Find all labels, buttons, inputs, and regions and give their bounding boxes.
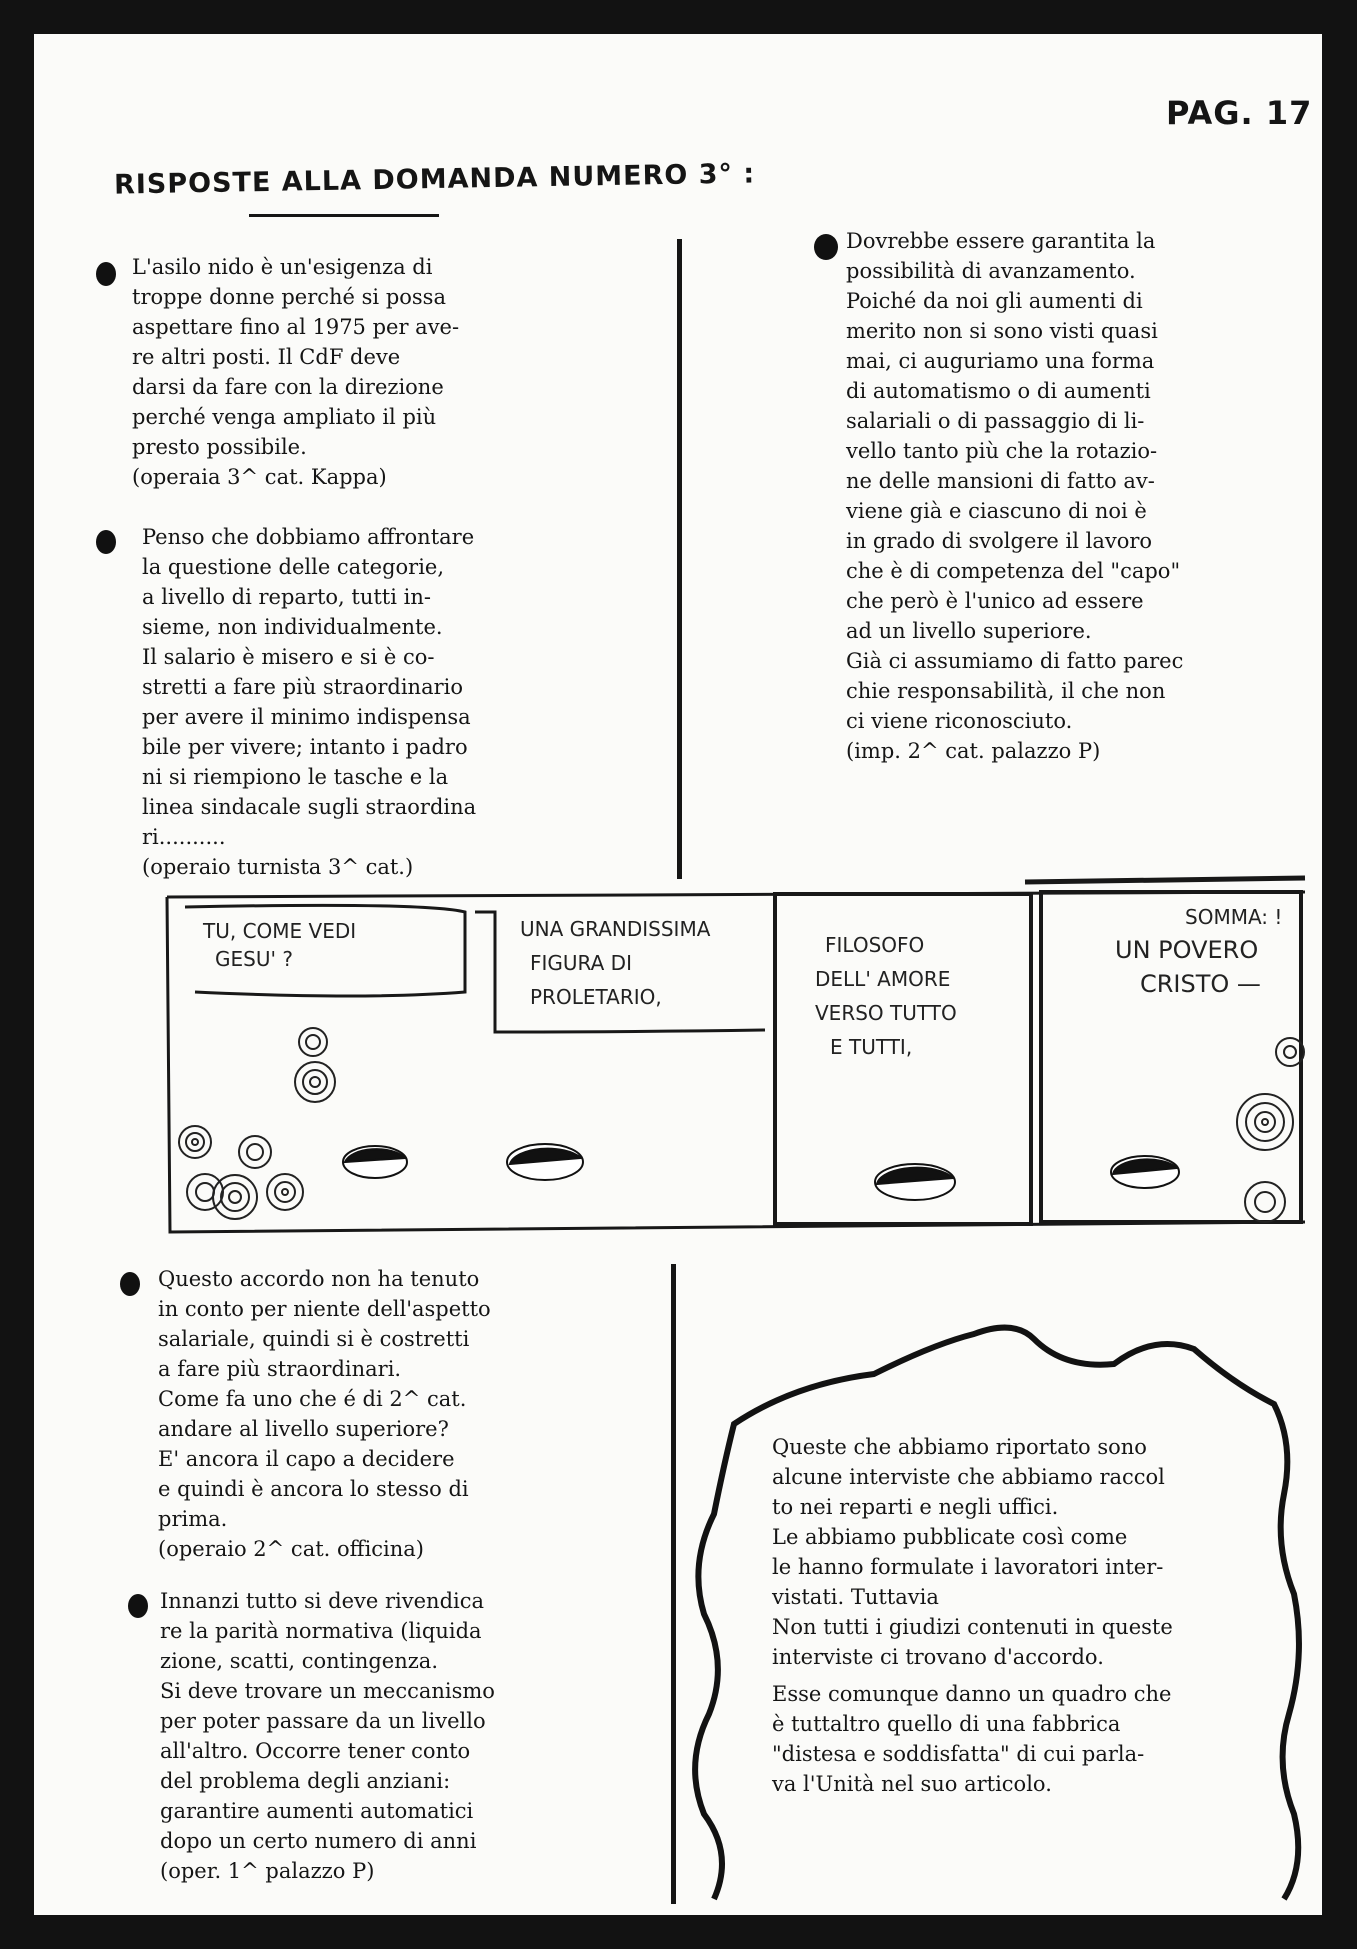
answer-5: Innanzi tutto si deve rivendica re la parità normativa (liquida zione, scatti, contingenza. Si deve trovare un meccanismo per poter passare da un livello all'altro. Occorre tener conto del problema degli anziani: garantire aumenti automatici dopo un certo numero di anni (oper. 1^ palazzo P) bbox=[160, 1589, 495, 1883]
comic-text: UN POVERO bbox=[1115, 936, 1259, 964]
comic-strip bbox=[165, 852, 1315, 1250]
page-number: PAG. 17 bbox=[1166, 94, 1313, 132]
comic-text: VERSO TUTTO bbox=[815, 1001, 957, 1025]
comic-text: FIGURA DI bbox=[530, 951, 632, 975]
comic-text: CRISTO — bbox=[1140, 970, 1261, 998]
comic-text: FILOSOFO bbox=[825, 933, 925, 957]
comic-text: UNA GRANDISSIMA bbox=[520, 917, 711, 941]
comic-text: DELL' AMORE bbox=[815, 967, 951, 991]
comic-text: SOMMA: ! bbox=[1185, 905, 1283, 929]
answer-2: Penso che dobbiamo affrontare la questione delle categorie, a livello di reparto, tutti in- sieme, non individualmente. Il salario è misero e si è co- stretti a fare più straordinario per avere il minimo indispensa bile per vivere; intanto i padro ni si riempiono le tasche e la linea sindacale sugli straordina ri.......... (operaio turnista 3^ cat.) bbox=[142, 525, 477, 879]
bullet-icon bbox=[96, 262, 116, 286]
comic-text: TU, COME VEDI bbox=[203, 919, 357, 943]
bullet-icon bbox=[96, 530, 116, 554]
bullet-icon bbox=[814, 234, 838, 260]
closing-paragraph-1: Queste che abbiamo riportato sono alcune interviste che abbiamo raccol to nei reparti e negli uffici. Le abbiamo pubblicate così come le hanno formulate i lavoratori inter- vistati. Tuttavia Non tutti i giudizi contenuti in queste interviste ci trovano d'accordo. bbox=[772, 1435, 1173, 1669]
comic-text: GESU' ? bbox=[215, 947, 293, 971]
section-heading: RISPOSTE ALLA DOMANDA NUMERO 3° : bbox=[113, 158, 756, 201]
bullet-icon bbox=[128, 1594, 148, 1618]
column-divider bbox=[677, 239, 682, 879]
heading-underline bbox=[249, 214, 439, 217]
answer-4: Questo accordo non ha tenuto in conto per niente dell'aspetto salariale, quindi si è costretti a fare più straordinari. Come fa uno che é di 2^ cat. andare al livello superiore? E' ancora il capo a decidere e quindi è ancora lo stesso di prima. (operaio 2^ cat. officina) bbox=[158, 1267, 491, 1561]
closing-paragraph-2: Esse comunque danno un quadro che è tuttaltro quello di una fabbrica "distesa e soddisfatta" di cui parla- va l'Unità nel suo articolo. bbox=[772, 1682, 1172, 1796]
comic-text: E TUTTI, bbox=[830, 1035, 913, 1059]
comic-text: PROLETARIO, bbox=[530, 985, 662, 1009]
answer-1: L'asilo nido è un'esigenza di troppe donne perché si possa aspettare fino al 1975 per ave- re altri posti. Il CdF deve darsi da fare con la direzione perché venga ampliato il più presto possibile. (operaia 3^ cat. Kappa) bbox=[132, 255, 460, 489]
document-page bbox=[34, 34, 1322, 1915]
bullet-icon bbox=[120, 1272, 140, 1296]
answer-3: Dovrebbe essere garantita la possibilità di avanzamento. Poiché da noi gli aumenti di merito non si sono visti quasi mai, ci auguriamo una forma di automatismo o di aumenti salariali o di passaggio di li- vello tanto più che la rotazio- ne delle mansioni di fatto av- viene già e ciascuno di noi è in grado di svolgere il lavoro che è di competenza del "capo" che però è l'unico ad essere ad un livello superiore. Già ci assumiamo di fatto parec chie responsabilità, il che non ci viene riconosciuto. (imp. 2^ cat. palazzo P) bbox=[846, 229, 1184, 763]
